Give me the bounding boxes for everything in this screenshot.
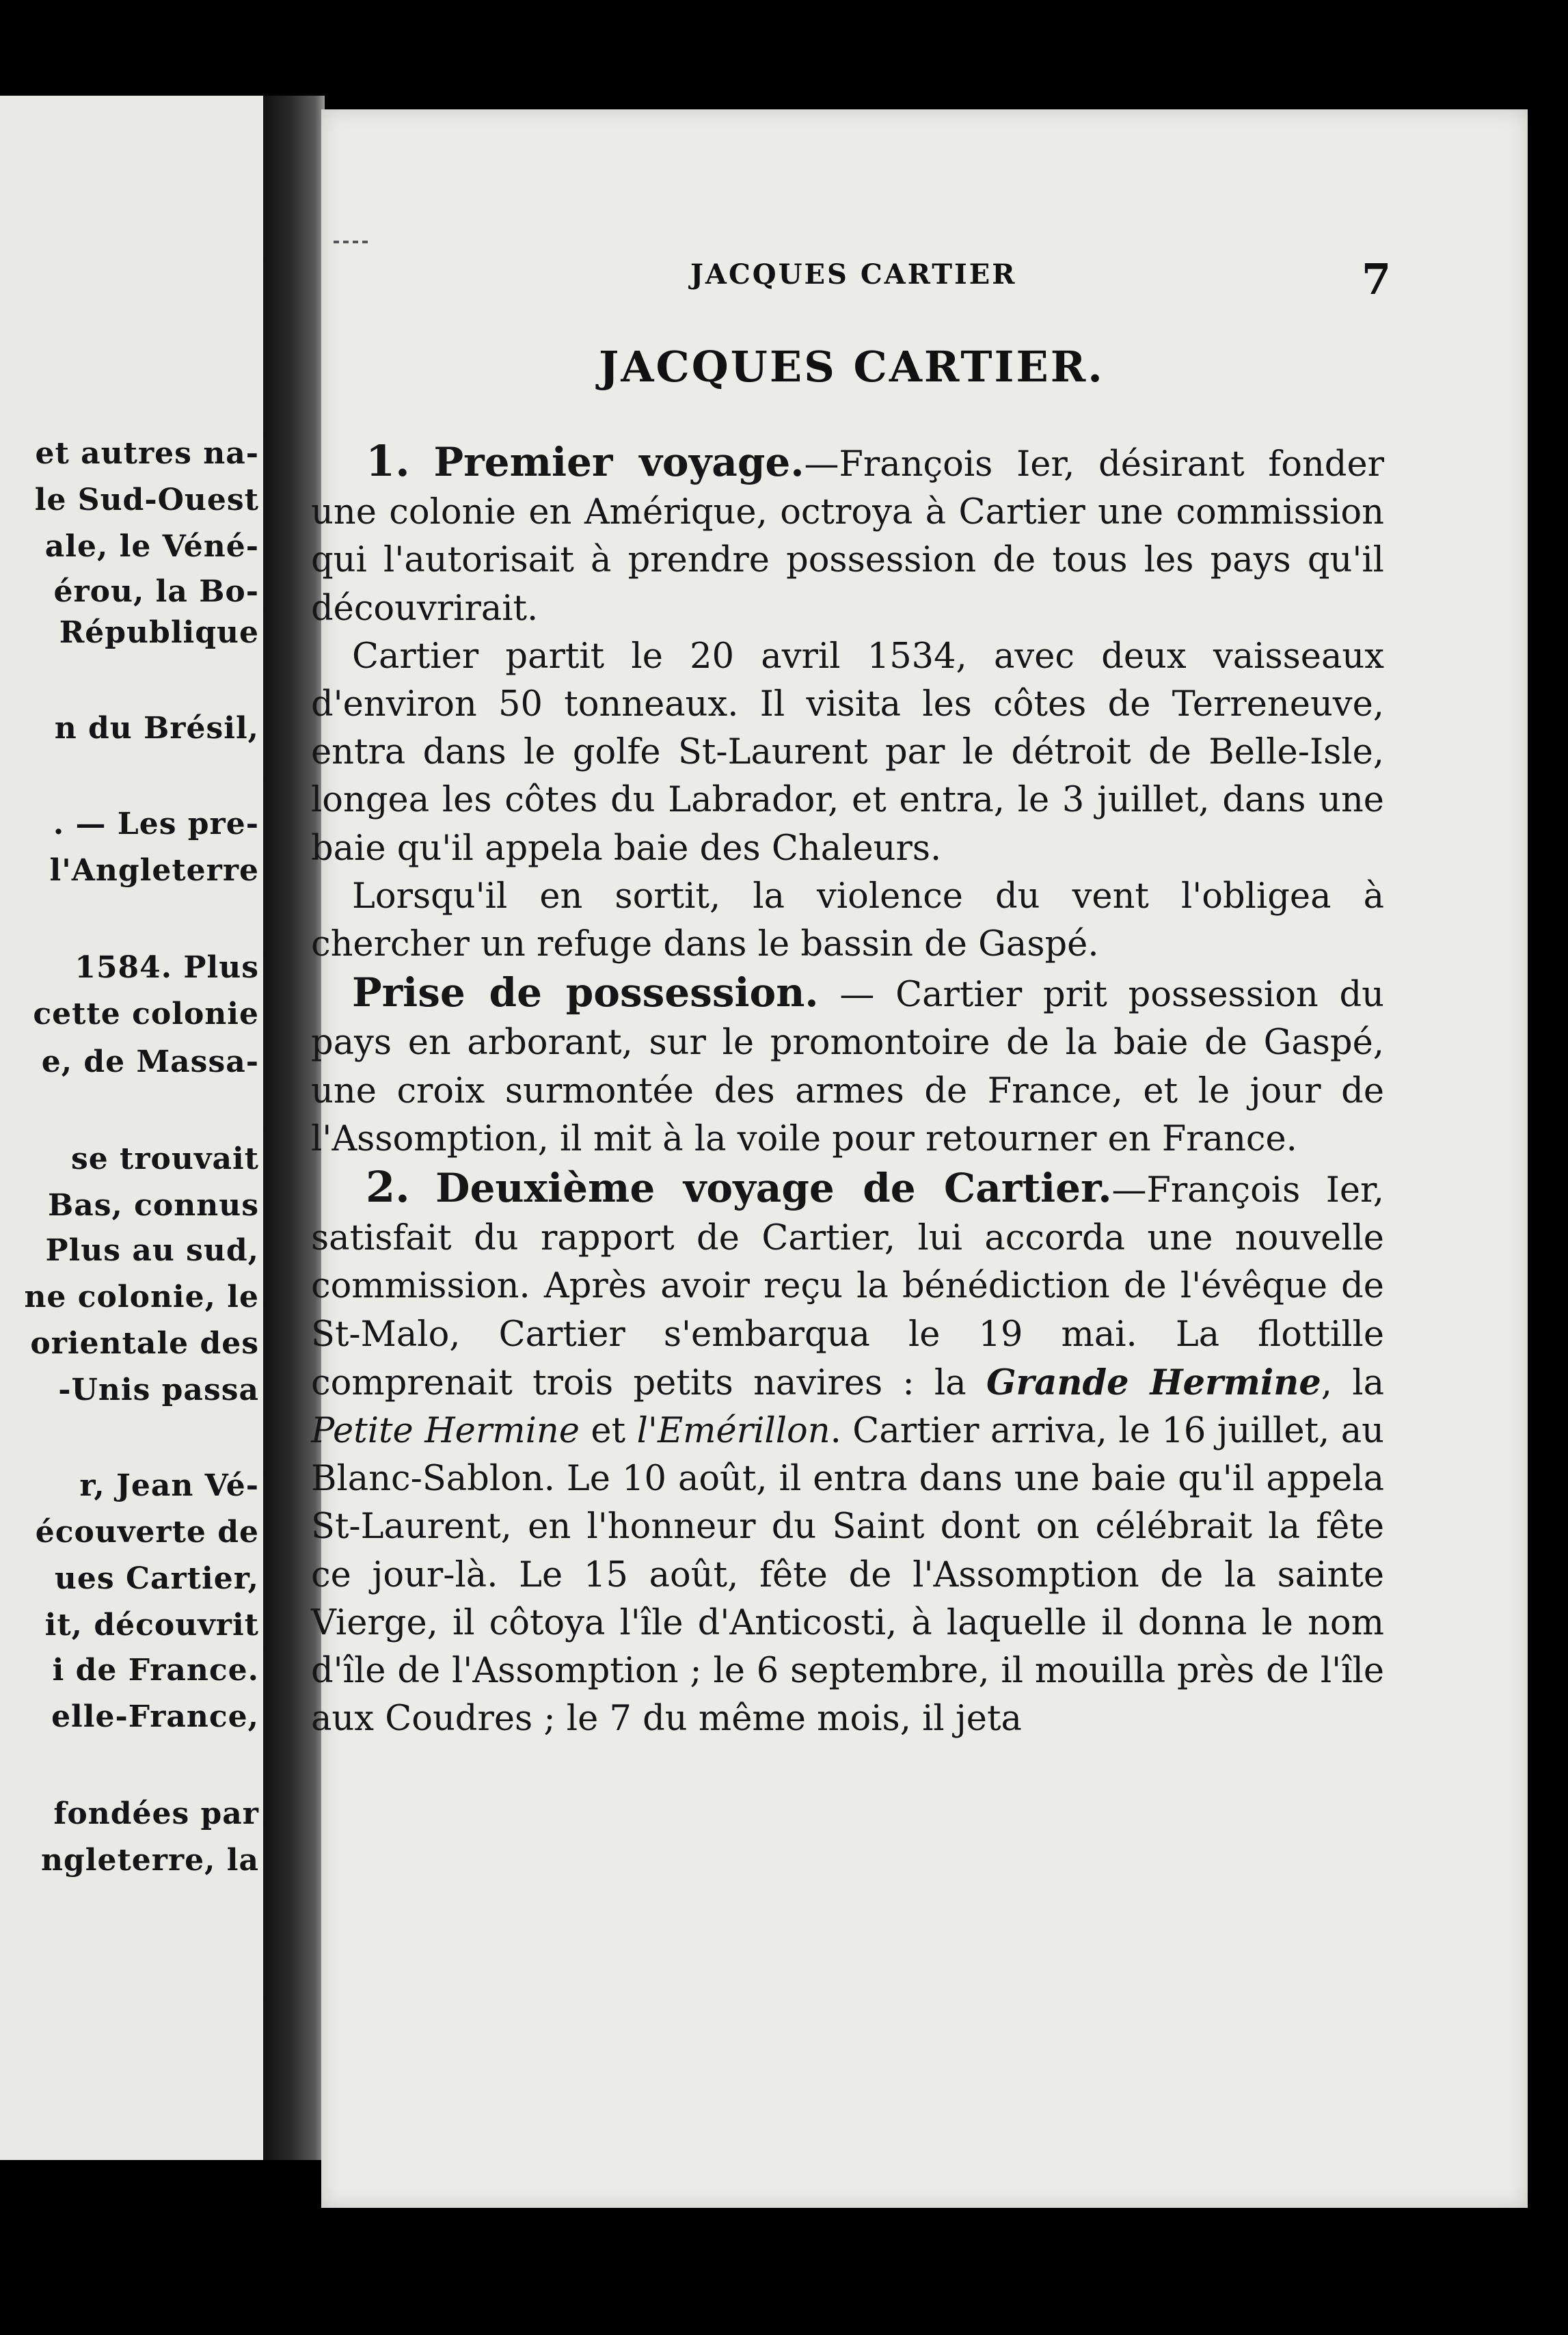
left-page-line: ues Cartier, [54,1561,259,1596]
page-body [311,437,1384,1743]
ship-name: l'Emérillon [636,1411,830,1452]
page-number: 7 [1362,254,1392,304]
section-heading: Premier voyage. [433,439,805,485]
paragraph-text: et [579,1411,637,1452]
paragraph: Cartier partit le 20 avril 1534, avec deux vaisseaux d'environ 50 tonneaux. Il visita les côtes de Terreneuve, entra dans le golfe St-Laurent par le détroit de Belle-Isle, longea les côtes du Labrador, et entra, le 3 juillet, dans une baie qu'il appela baie des Chaleurs. [311,636,1384,869]
subsection-paragraph [311,969,1384,1163]
left-page-line: République [59,615,259,650]
left-page-line: érou, la Bo- [53,574,259,609]
section-number: 2. [366,1162,410,1213]
left-page-line: Plus au sud, [45,1233,259,1268]
left-page-line: fondées par [53,1796,259,1831]
left-page-line: orientale des [30,1326,259,1361]
subsection-heading: Prise de possession. [352,969,819,1016]
left-page-line: 1584. Plus [75,950,259,985]
paragraph: Lorsqu'il en sortit, la violence du vent l'obligea à chercher un refuge dans le bassin de Gaspé. [311,876,1384,965]
left-page [0,96,263,2160]
left-page-line: l'Angleterre [49,853,259,888]
left-page-line: se trouvait [70,1142,259,1176]
left-page-line: cette colonie [33,997,259,1031]
running-head: JACQUES CARTIER [690,258,1017,291]
paragraph-text: —François Ier, désirant fonder une colonie en Amérique, octroya à Cartier une commission qui l'autorisait à prendre possession de tous les pays qu'il découvrirait. [311,444,1385,629]
left-page-line: ne colonie, le [24,1280,259,1314]
left-page-line: elle-France, [51,1699,259,1734]
print-mark [334,241,372,243]
chapter-title: JACQUES CARTIER. [599,342,1105,392]
left-page-line: n du Brésil, [54,711,259,746]
ship-name: Petite Hermine [311,1411,580,1452]
section-1-paragraph [311,437,1384,633]
left-page-line: -Unis passa [58,1373,259,1407]
section-heading: Deuxième voyage de Cartier. [435,1165,1112,1212]
left-page-line: r, Jean Vé- [79,1468,259,1503]
left-page-line: ale, le Véné- [44,529,259,564]
section-number: 1. [366,436,410,486]
left-page-line: et autres na- [35,436,259,471]
left-page-line: e, de Massa- [41,1044,259,1079]
left-page-line: Bas, connus [48,1188,259,1223]
left-page-line: it, découvrit [44,1608,259,1643]
paragraph-text: —François Ier, satisfait du rapport de Cartier, lui accorda une nouvelle commission. Après avoir reçu la bénédiction de l'évêque de St-Malo, Cartier s'embarqua le 19 mai. La flottille comprenait trois petits navires : la [311,1170,1385,1403]
left-page-line: écouverte de [35,1515,259,1550]
paragraph-text: . Cartier arriva, le 16 juillet, au Blanc-Sablon. Le 10 août, il entra dans une baie qu'il appela St-Laurent, en l'honneur du Saint dont on célébrait la fête ce jour-là. Le 15 août, fête de l'Assomption de la sainte Vierge, il côtoya l'île d'Anticosti, à laquelle il donna le nom d'île de l'Assomption ; le 6 septembre, il mouilla près de l'île aux Coudres ; le 7 du même mois, il jeta [311,1411,1385,1740]
paragraph-text: — Cartier prit possession du pays en arborant, sur le promontoire de la baie de Gaspé, une croix surmontée des armes de France, et le jour de l'Assomption, il mit à la voile pour retourner en France. [311,975,1385,1159]
left-page-line: le Sud-Ouest [34,483,259,517]
left-page-line: i de France. [52,1653,259,1688]
paragraph-text: , la [1321,1362,1385,1403]
ship-name: Grande Hermine [986,1362,1321,1403]
left-page-line: ngleterre, la [40,1843,259,1878]
section-2-paragraph [311,1163,1384,1743]
left-page-line: . — Les pre- [53,807,259,841]
